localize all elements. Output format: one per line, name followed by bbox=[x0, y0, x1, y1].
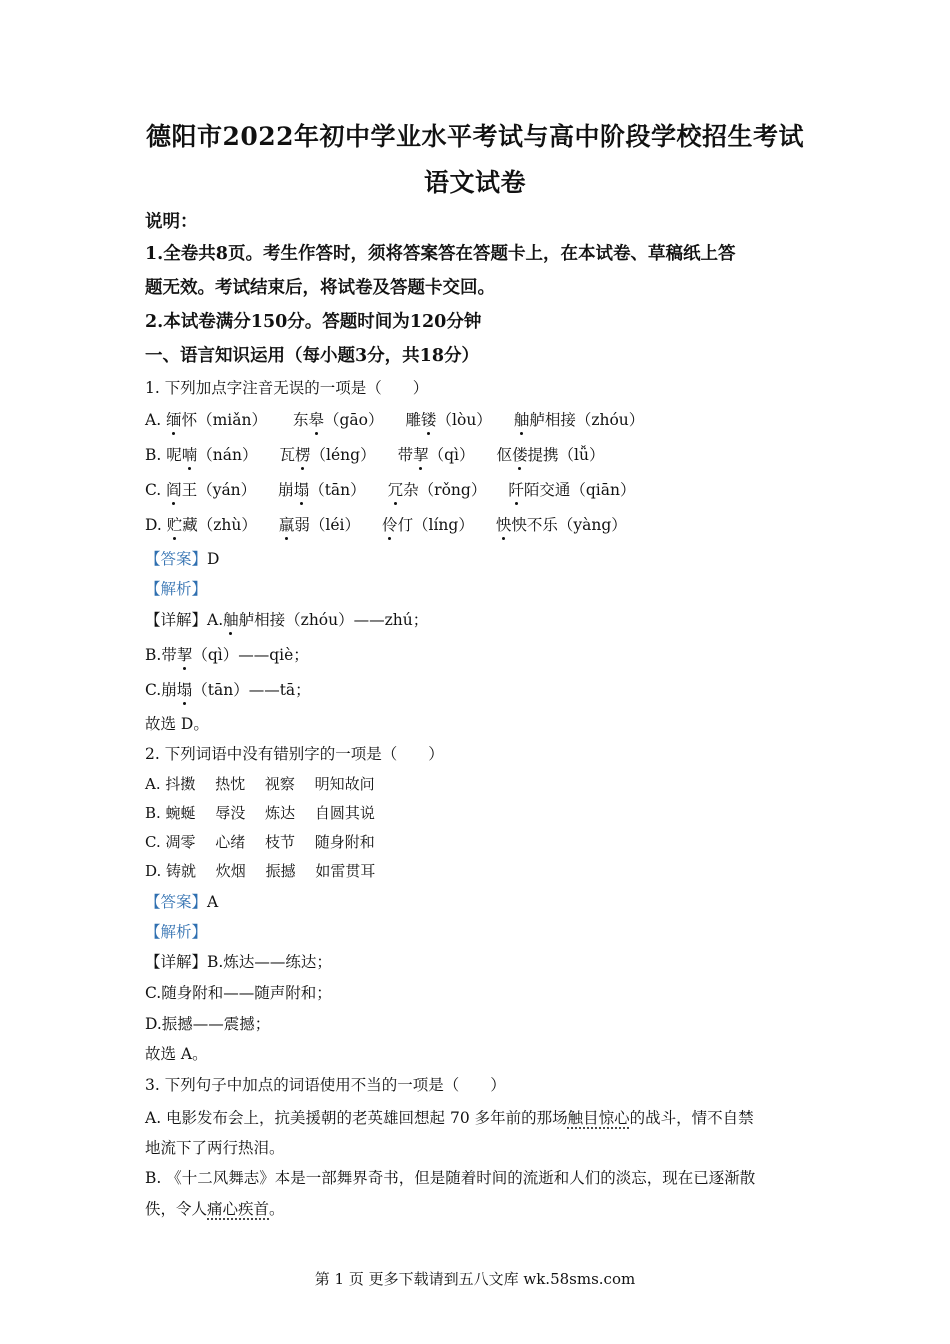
q2-stem: 2. 下列词语中没有错别字的一项是（ ） bbox=[145, 745, 444, 763]
q2-option-d: D. 铸就 炊烟 振撼 如雷贯耳 bbox=[145, 862, 376, 880]
q3-option-a-line-2: 地流下了两行热泪。 bbox=[145, 1139, 285, 1157]
dotted-char: 塌 bbox=[294, 478, 310, 500]
note-2: 2.本试卷满分150分。答题时间为120分钟 bbox=[145, 312, 482, 332]
q2-option-a: A. 抖擞 热忱 视察 明知故问 bbox=[145, 775, 375, 793]
dotted-char: 塌 bbox=[177, 678, 193, 700]
q2-option-c: C. 凋零 心绪 枝节 随身附和 bbox=[145, 833, 375, 851]
notes-heading: 说明： bbox=[145, 212, 198, 232]
q1-answer bbox=[145, 547, 219, 569]
option-label: A. bbox=[145, 411, 167, 429]
q2-option-b: B. 蜿蜒 辱没 炼达 自圆其说 bbox=[145, 804, 375, 822]
text-run: 伛 bbox=[496, 446, 513, 464]
dotted-char: 阡 bbox=[508, 478, 524, 500]
dotted-char: 挈 bbox=[177, 643, 193, 665]
dotted-char: 喃 bbox=[182, 443, 198, 465]
q2-detail-1 bbox=[145, 950, 332, 972]
dotted-char: 舳 bbox=[514, 408, 530, 430]
text-run: （lòu） bbox=[436, 411, 492, 429]
dotted-phrase: 触目惊心 bbox=[567, 1109, 630, 1127]
text-run: 舻相接（zhóu） bbox=[529, 411, 645, 429]
text-run: （tān）——tā； bbox=[192, 681, 311, 699]
text-run: 【详解】 bbox=[145, 611, 208, 629]
answer-tag: 【答案】 bbox=[145, 893, 208, 911]
dotted-char: 羸 bbox=[279, 513, 295, 535]
text-run: B.带 bbox=[145, 646, 177, 664]
text-run: 怏不乐（yàng） bbox=[511, 516, 627, 534]
dotted-char: 冗 bbox=[388, 478, 404, 500]
dotted-char: 缅 bbox=[166, 408, 182, 430]
text-run: A. 电影发布会上，抗美援朝的老英雄回想起 70 多年前的那场 bbox=[145, 1109, 568, 1127]
dotted-char: 楞 bbox=[295, 443, 311, 465]
text-run: 陌交通（qiān） bbox=[523, 481, 636, 499]
answer-value: D bbox=[207, 550, 220, 568]
text-run: （nán） bbox=[197, 446, 258, 464]
section-1-heading: 一、语言知识运用（每小题3分，共18分） bbox=[145, 346, 480, 366]
text-run: 王（yán） bbox=[181, 481, 257, 499]
text-run: 瓦 bbox=[279, 446, 296, 464]
option-label: D. bbox=[145, 516, 167, 534]
text-run: （gāo） bbox=[324, 411, 384, 429]
exam-title: 德阳市2022年初中学业水平考试与高中阶段学校招生考试 bbox=[145, 122, 805, 151]
q1-option-b bbox=[145, 443, 604, 465]
text-run: 东 bbox=[292, 411, 309, 429]
text-run: 藏（zhù） bbox=[182, 516, 257, 534]
dotted-char: 阎 bbox=[166, 478, 182, 500]
text-run: 杂（rǒng） bbox=[403, 481, 487, 499]
dotted-char: 挈 bbox=[413, 443, 429, 465]
q1-stem: 1. 下列加点字注音无误的一项是（ ） bbox=[145, 379, 429, 397]
q3-option-a-line-1 bbox=[145, 1106, 754, 1128]
q1-detail-3 bbox=[145, 678, 311, 700]
dotted-char: 偻 bbox=[512, 443, 528, 465]
dotted-char: 皋 bbox=[308, 408, 324, 430]
note-1-line-1: 1.全卷共8页。考生作答时，须将答案答在答题卡上，在本试卷、草稿纸上答 bbox=[145, 244, 736, 264]
text-run: B.炼达——练达； bbox=[207, 953, 332, 971]
q2-analysis-tag: 【解析】 bbox=[145, 923, 208, 941]
page-footer: 第 1 页 更多下载请到五八文库 wk.58sms.com bbox=[314, 1270, 636, 1288]
text-run: 弱（léi） bbox=[294, 516, 360, 534]
q3-stem: 3. 下列句子中加点的词语使用不当的一项是（ ） bbox=[145, 1076, 506, 1094]
text-run: 佚，令人 bbox=[145, 1200, 208, 1218]
text-run: （léng） bbox=[310, 446, 376, 464]
q2-detail-3: D.振撼——震撼； bbox=[145, 1015, 271, 1033]
q1-analysis-tag: 【解析】 bbox=[145, 580, 208, 598]
dotted-char: 镂 bbox=[421, 408, 437, 430]
q1-option-a bbox=[145, 408, 644, 430]
text-run: A. bbox=[207, 611, 224, 629]
option-label: B. bbox=[145, 446, 167, 464]
text-run: （tān） bbox=[309, 481, 366, 499]
text-run: 呢 bbox=[166, 446, 182, 464]
exam-subtitle: 语文试卷 bbox=[423, 168, 526, 197]
text-run: （qì）——qiè； bbox=[192, 646, 309, 664]
text-run: 带 bbox=[397, 446, 414, 464]
dotted-char: 怏 bbox=[496, 513, 512, 535]
text-run: 怀（miǎn） bbox=[181, 411, 267, 429]
q1-detail-2 bbox=[145, 643, 309, 665]
dotted-char: 舳 bbox=[223, 608, 239, 630]
text-run: 提携（lǚ） bbox=[527, 446, 605, 464]
text-run: 仃（líng） bbox=[397, 516, 474, 534]
text-run: 的战斗，情不自禁 bbox=[629, 1109, 754, 1127]
q3-option-b-line-2 bbox=[145, 1197, 285, 1219]
note-1-line-2: 题无效。考试结束后，将试卷及答题卡交回。 bbox=[145, 278, 495, 298]
text-run: （qì） bbox=[428, 446, 475, 464]
dotted-char: 伶 bbox=[382, 513, 398, 535]
answer-tag: 【答案】 bbox=[145, 550, 208, 568]
text-run: C.崩 bbox=[145, 681, 177, 699]
answer-value: A bbox=[207, 893, 219, 911]
text-run: 【详解】 bbox=[145, 953, 208, 971]
q2-answer bbox=[145, 890, 218, 912]
dotted-char: 贮 bbox=[167, 513, 183, 535]
q3-option-b-line-1: B. 《十二风舞志》本是一部舞界奇书，但是随着时间的流逝和人们的淡忘，现在已逐渐散 bbox=[145, 1169, 756, 1187]
q1-option-c bbox=[145, 478, 635, 500]
option-label: C. bbox=[145, 481, 167, 499]
dotted-phrase: 痛心疾首 bbox=[207, 1200, 270, 1218]
text-run: 崩 bbox=[278, 481, 294, 499]
q1-option-d bbox=[145, 513, 627, 535]
text-run: 。 bbox=[269, 1200, 285, 1218]
q2-detail-2: C.随身附和——随声附和； bbox=[145, 984, 332, 1002]
q1-detail-1 bbox=[145, 608, 428, 630]
text-run: 舻相接（zhóu）——zhú； bbox=[238, 611, 429, 629]
q2-conclusion: 故选 A。 bbox=[145, 1045, 208, 1063]
q1-conclusion: 故选 D。 bbox=[145, 715, 209, 733]
text-run: 雕 bbox=[405, 411, 422, 429]
